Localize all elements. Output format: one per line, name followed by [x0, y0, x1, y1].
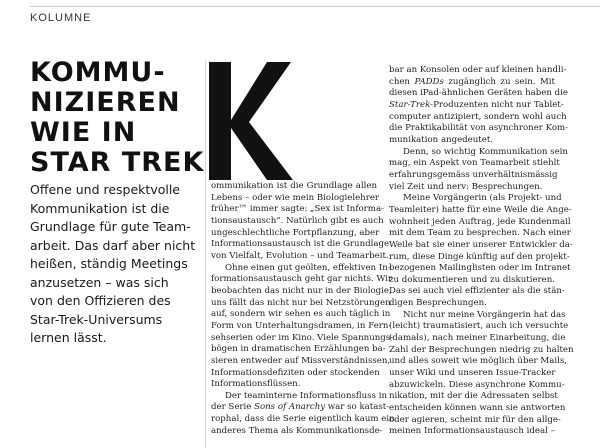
body-line: Nicht nur meine Vorgängerin hat das [403, 309, 566, 320]
body-line: Zahl der Besprechungen niedrig zu halten [389, 344, 574, 355]
body-line: Teamleiter) hatte für eine Weile die Ange- [389, 204, 572, 215]
section-label: KOLUMNE [30, 12, 92, 24]
lead-line: Kommunikation ist die [30, 200, 170, 216]
body-line: tionsaustausch“. Natürlich gibt es auch [211, 215, 384, 226]
body-line: anderes Thema als Kommunikationsde- [211, 425, 383, 436]
body-line: Das sei auch viel effizienter als die stän- [389, 286, 565, 297]
body-line: nikation, mit der die Adressaten selbst [389, 391, 558, 402]
lead-line: von den Offizieren des [30, 293, 171, 308]
body-line: Informationsdefiziten oder stockenden [211, 367, 380, 378]
body-line: mag, ein Aspekt von Teamarbeit stiehlt [389, 158, 560, 169]
body-line: beobachten das nicht nur in der Biologie, [211, 285, 392, 296]
body-line: computer antizipiert, sondern wohl auch [389, 111, 567, 122]
lead-line: heißen, ständig Meetings [30, 256, 188, 271]
body-line: auf, sondern wir sehen es auch täglich in [211, 309, 391, 320]
body-line: bögen in dramatischen Erzählungen ba- [211, 344, 386, 355]
body-line: Denn, so wichtig Kommunikation sein [403, 146, 568, 157]
lead-line: Offene und respektvolle [30, 182, 180, 197]
body-line: bar an Konsolen oder auf kleinen handli- [389, 65, 567, 75]
body-line: sieren entweder auf Missverständnissen, [211, 355, 391, 366]
body-line: ungeschlechtliche Fortpflanzung, aber [211, 227, 380, 238]
drop-cap-k [205, 62, 293, 180]
top-rule [30, 6, 600, 7]
body-line: unser Wiki und unseren Issue-Tracker [389, 368, 556, 379]
body-line: Weile bat sie einer unserer Entwickler da- [389, 239, 573, 250]
body-line: zu dokumentieren und zu diskutieren. [389, 274, 555, 285]
body-line: oder agieren, scheint mir für den allge- [389, 414, 561, 425]
body-line: und alles soweit wie möglich über Mails, [389, 356, 567, 367]
body-line: uns fällt das nicht nur bei Netzstörungen [211, 297, 391, 308]
body-line: formationsaustausch geht gar nichts. Wir [211, 274, 392, 285]
body-line: sehserien oder im Kino. Viele Spannungs- [211, 332, 394, 343]
body-line: abzuwickeln. Diese asynchrone Kommu- [389, 379, 565, 390]
body-line: Informationsflüssen. [211, 379, 301, 390]
body-line: mit dem Team zu besprechen. Nach einer [389, 228, 571, 239]
lead-line: lernen lässt. [30, 330, 107, 345]
body-line: von Vielfalt, Evolution – und Teamarbeit. [211, 250, 389, 261]
body-line: Ohne einen gut geölten, effektiven In- [225, 262, 391, 273]
body-line: diesen iPad-ähnlichen Geräten haben die [389, 88, 568, 99]
body-line: chen PADDs zugänglich zu sein. Mit [389, 76, 555, 87]
body-line: rophal, dass die Serie eigentlich kaum ein [211, 414, 395, 425]
body-line: viel Zeit und nerv: Besprechungen. [389, 181, 543, 192]
body-line: (damals), nach meiner Einarbeitung, die [389, 333, 566, 344]
body-line: der Serie Sons of Anarchy war so katast- [211, 402, 390, 413]
body-line: bezogenen Mailinglisten oder im Intranet [389, 263, 571, 274]
body-line: Meine Vorgängerin (als Projekt- und [403, 193, 562, 204]
body-line: entscheiden können wann sie antworten [389, 403, 566, 414]
headline-line: WIE IN [30, 117, 137, 148]
body-line: erfahrungsgemäss unverhältnismässig [389, 169, 558, 180]
body-line: munikation angedeutet. [389, 134, 494, 145]
article-column-1 [211, 181, 395, 437]
headline-line: NIZIEREN [30, 87, 181, 118]
body-line: früher™ immer sagte: „Sex ist Informa- [211, 204, 384, 215]
body-line: Lebens – oder wie mein Biologielehrer [211, 192, 380, 203]
lead-line: Star-Trek-Universums [30, 311, 163, 327]
headline [30, 58, 210, 178]
article-column-2 [389, 65, 574, 438]
lead-paragraph [30, 181, 198, 348]
body-line: (leicht) traumatisiert, auch ich versuchte [389, 321, 569, 332]
body-line: meinen Informationsaustausch ideal – [389, 426, 555, 437]
body-line: ommunikation ist die Grundlage allen [211, 181, 377, 191]
body-line: Form von Unterhaltungsdramen, in Fern- [211, 320, 392, 331]
body-line: rum, diese Dinge künftig auf den projekt- [389, 251, 570, 262]
body-line: Informationsaustausch ist die Grundlage [211, 239, 390, 250]
headline-line: KOMMU- [30, 57, 166, 88]
headline-line: STAR TREK [30, 147, 205, 178]
body-line: Der teaminterne Informationsfluss in [225, 390, 387, 401]
body-line: wohnheit jeden Auftrag, jede Kundenmail [389, 216, 571, 227]
body-line: digen Besprechungen. [389, 298, 487, 309]
body-line: die Praktikabilität von asynchroner Kom- [389, 123, 569, 134]
body-line: Star-Trek-Produzenten nicht nur Tablet- [389, 99, 564, 110]
lead-line: arbeit. Das darf aber nicht [30, 237, 196, 253]
lead-line: anzusetzen – was sich [30, 274, 169, 290]
lead-line: Grundlage für gute Team- [30, 219, 191, 234]
